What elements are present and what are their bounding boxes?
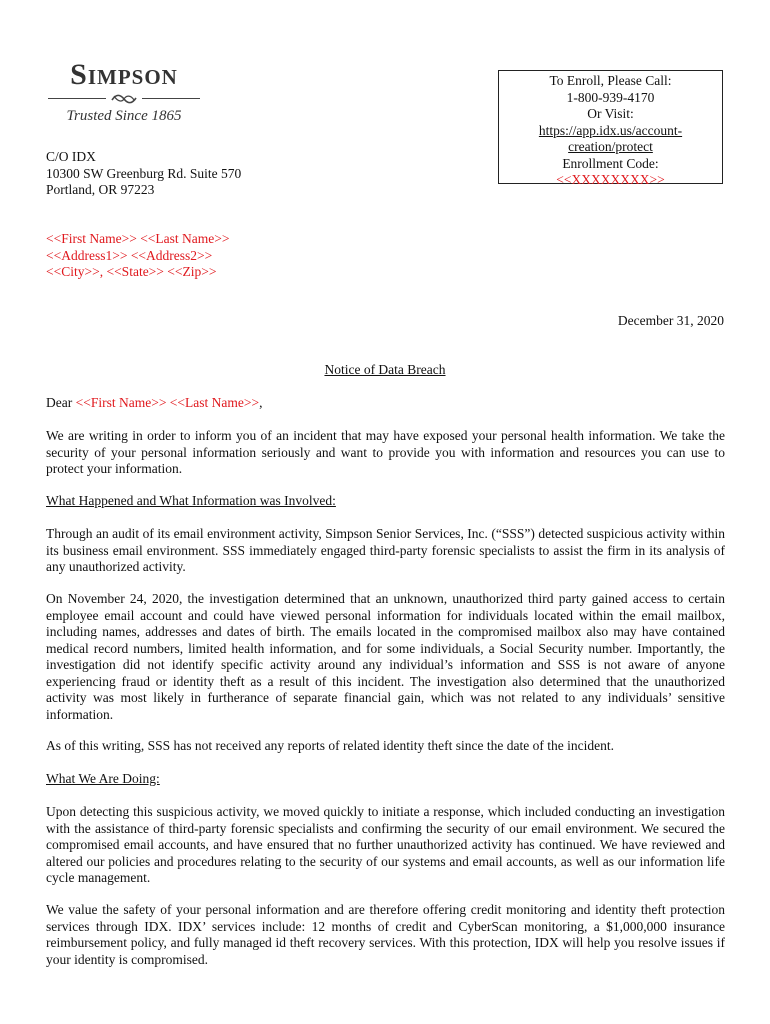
greeting-prefix: Dear (46, 395, 76, 410)
enroll-url-link[interactable] (499, 123, 722, 156)
paragraph-text: Upon detecting this suspicious activity, we moved quickly to initiate a response, which included conducting an investigation with the assistance of third-party forensic specialists and confirming the security of our email environment. We secured the compromised email accounts, and have ensured that no further unauthorized activity has continued. We have reviewed and altered our policies and procedures relating to the security of our systems and email accounts, as well as our information life cycle management. (46, 804, 725, 885)
logo-name: Simpson (70, 58, 178, 91)
return-address-line: 10300 SW Greenburg Rd. Suite 570 (46, 165, 242, 181)
logo-tagline: Trusted Since 1865 (66, 108, 182, 124)
recipient-line: <<Address1>> <<Address2>> (46, 247, 213, 263)
greeting-name: <<First Name>> <<Last Name>> (75, 395, 260, 410)
greeting (46, 395, 725, 412)
enroll-phone: 1-800-939-4170 (566, 89, 655, 105)
simpson-logo (48, 60, 208, 125)
logo-ornament (48, 92, 200, 106)
greeting-suffix: , (259, 395, 263, 410)
paragraph-offer (46, 902, 725, 968)
recipient-line: <<City>>, <<State>> <<Zip>> (46, 264, 217, 279)
enroll-url-part: creation/protect (568, 139, 653, 154)
recipient-address (46, 231, 230, 281)
notice-title: Notice of Data Breach (324, 362, 446, 377)
letter-date: December 31, 2020 (617, 313, 724, 328)
enroll-url-part: https://app.idx.us/account- (538, 122, 683, 138)
paragraph-text: As of this writing, SSS has not received any reports of related identity theft since the date of the incident. (46, 738, 614, 753)
enroll-code-label: Enrollment Code: (562, 155, 659, 171)
heading-what-happened: What Happened and What Information was Involved: (46, 493, 336, 508)
return-address-line: Portland, OR 97223 (46, 182, 155, 197)
enrollment-box (498, 70, 723, 187)
ornament-icon (110, 92, 138, 106)
paragraph-investigation (46, 591, 725, 723)
enroll-call-label: To Enroll, Please Call: (549, 73, 672, 88)
paragraph-text: On November 24, 2020, the investigation determined that an unknown, unauthorized third party gained access to certain employee email account and could have viewed personal information for individuals located within the email mailbox, including names, addresses and dates of birth. The emails located in the compromised mailbox also may have contained medical record numbers, limited health information, and for some individuals, a Social Security number. Importantly, the investigation did not identify specific activity around any individual’s information and SSS is not aware of anyone experiencing fraud or identity theft as a result of this incident. The investigation also determined that the unauthorized activity was most likely in furtherance of separate financial gain, which was not related to any individuals’ sensitive information. (46, 591, 725, 722)
paragraph-text: We value the safety of your personal information and are therefore offering credit monitoring and identity theft protection services through IDX. IDX’ services include: 12 months of credit and CyberScan monitoring, a $1,000,000 insurance reimbursement policy, and fully managed id theft recovery services. With this protection, IDX will help you resolve issues if your identity is compromised. (46, 902, 725, 967)
return-address (46, 149, 241, 199)
enroll-visit-label: Or Visit: (587, 106, 634, 121)
recipient-line: <<First Name>> <<Last Name>> (46, 231, 230, 246)
heading-what-we-are-doing: What We Are Doing: (46, 771, 160, 786)
paragraph-text: We are writing in order to inform you of an incident that may have exposed your personal health information. We take the security of your personal information seriously and want to provide you with information and resources you can use to protect your information. (46, 428, 725, 476)
paragraph-text: Through an audit of its email environment activity, Simpson Senior Services, Inc. (“SSS”) detected suspicious activity within its business email environment. SSS immediately engaged third-party forensic specialists to assist the firm in its analysis of any unauthorized activity. (46, 526, 725, 574)
paragraph-audit (46, 526, 725, 576)
paragraph-intro (46, 428, 725, 478)
paragraph-as-of (46, 738, 725, 755)
enroll-code-value: <<XXXXXXXX>> (556, 172, 665, 187)
return-address-line: C/O IDX (46, 149, 96, 164)
paragraph-response (46, 804, 725, 887)
